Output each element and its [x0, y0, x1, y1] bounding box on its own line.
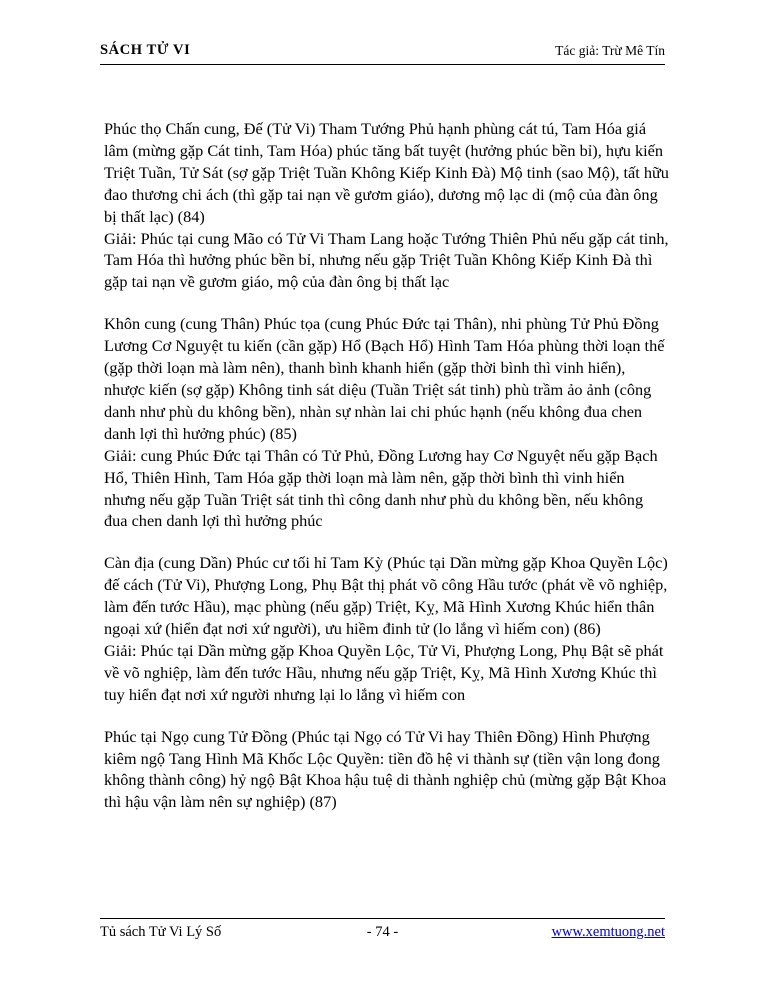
- page-number: - 74 -: [366, 924, 399, 940]
- paragraph: Phúc thọ Chấn cung, Đế (Tử Vi) Tham Tướng Phủ hạnh phùng cát tú, Tam Hóa giá lâm (mừng gặp Cát tinh, Tam Hóa) phúc tăng bất tuyệt (hưởng phúc bền bỉ), hựu kiến Triệt Tuần, Tử Sát (sợ gặp Triệt Tuần Không Kiếp Kinh Đà) Mộ tinh (sao Mộ), tất hữu đao thương chi ách (thì gặp tai nạn về gươm giáo), dương mộ lạc di (mộ của đàn ông bị thất lạc) (84): [104, 119, 669, 226]
- header-author: Tác giả: Trừ Mê Tín: [555, 43, 665, 58]
- paragraph: Khôn cung (cung Thân) Phúc tọa (cung Phúc Đức tại Thân), nhi phùng Tử Phủ Đồng Lương Cơ Nguyệt tu kiến (cần gặp) Hổ (Bạch Hổ) Hình Tam Hóa phùng thời loạn thế (gặp thời loạn mà làm nên), thanh bình khanh hiển (gặp thời bình thì vinh hiển), nhược kiến (sợ gặp) Không tinh sát diệu (Tuần Triệt sát tinh) phù trầm ảo ảnh (công danh như phù du không bền), nhàn sự nhàn lai chi phúc hạnh (nếu không đua chen danh lợi thì hưởng phúc) (85): [104, 314, 665, 443]
- paragraph-spacer: [104, 532, 670, 552]
- paragraph: Giải: cung Phúc Đức tại Thân có Tử Phủ, Đồng Lương hay Cơ Nguyệt nếu gặp Bạch Hổ, Thiên Hình, Tam Hóa gặp thời loạn mà làm nên, gặp thời bình thì vinh hiển nhưng nếu gặp Tuần Triệt sát tinh thì công danh như phù du không bền, nếu không đua chen danh lợi thì hưởng phúc: [104, 445, 658, 531]
- paragraph-spacer: [104, 706, 670, 726]
- paragraph: Giải: Phúc tại cung Mão có Tử Vi Tham Lang hoặc Tướng Thiên Phủ nếu gặp cát tinh, Tam Hóa thì hưởng phúc bền bỉ, nhưng nếu gặp Triệt Tuần Không Kiếp Kinh Đà thì gặp tai nạn về gươm giáo, mộ của đàn ông bị thất lạc: [104, 228, 669, 292]
- website-link-text[interactable]: www.xemtuong.net: [551, 924, 665, 940]
- footer-series-title: Tủ sách Tử Vi Lý Số: [100, 924, 222, 940]
- page-footer: [100, 918, 665, 941]
- paragraph-spacer: [104, 293, 670, 313]
- paragraph: Phúc tại Ngọ cung Tử Đồng (Phúc tại Ngọ có Tử Vi hay Thiên Đồng) Hình Phượng kiêm ngộ Tang Hình Mã Khốc Lộc Quyền: tiền đồ hệ vi thành sự (tiền vận long đong không thành công) hỷ ngộ Bật Khoa hậu tuệ di thành nghiệp chủ (mừng gặp Bật Khoa thì hậu vận làm nên sự nghiệp) (87): [104, 726, 667, 812]
- paragraph: Giải: Phúc tại Dần mừng gặp Khoa Quyền Lộc, Tử Vi, Phượng Long, Phụ Bật sẽ phát về võ nghiệp, làm đến tước Hầu, nhưng nếu gặp Triệt, Kỵ, Mã Hình Xương Khúc thì tuy hiển đạt nơi xứ người nhưng lại lo lắng vì hiếm con: [104, 640, 664, 704]
- paragraph: Càn địa (cung Dần) Phúc cư tối hỉ Tam Kỳ (Phúc tại Dần mừng gặp Khoa Quyền Lộc) đế cách (Tử Vi), Phượng Long, Phụ Bật thị phát võ công Hầu tước (phát về võ nghiệp, làm đến tước Hầu), mạc phùng (nếu gặp) Triệt, Kỵ, Mã Hình Xương Khúc hiển thân ngoại xứ (hiển đạt nơi xứ người), ưu hiềm đinh tử (lo lắng vì hiếm con) (86): [104, 553, 668, 639]
- footer-website-link[interactable]: [552, 924, 665, 941]
- header-book-title: SÁCH TỬ VI: [100, 42, 191, 58]
- page-header: [100, 42, 665, 65]
- page-body: [104, 118, 670, 813]
